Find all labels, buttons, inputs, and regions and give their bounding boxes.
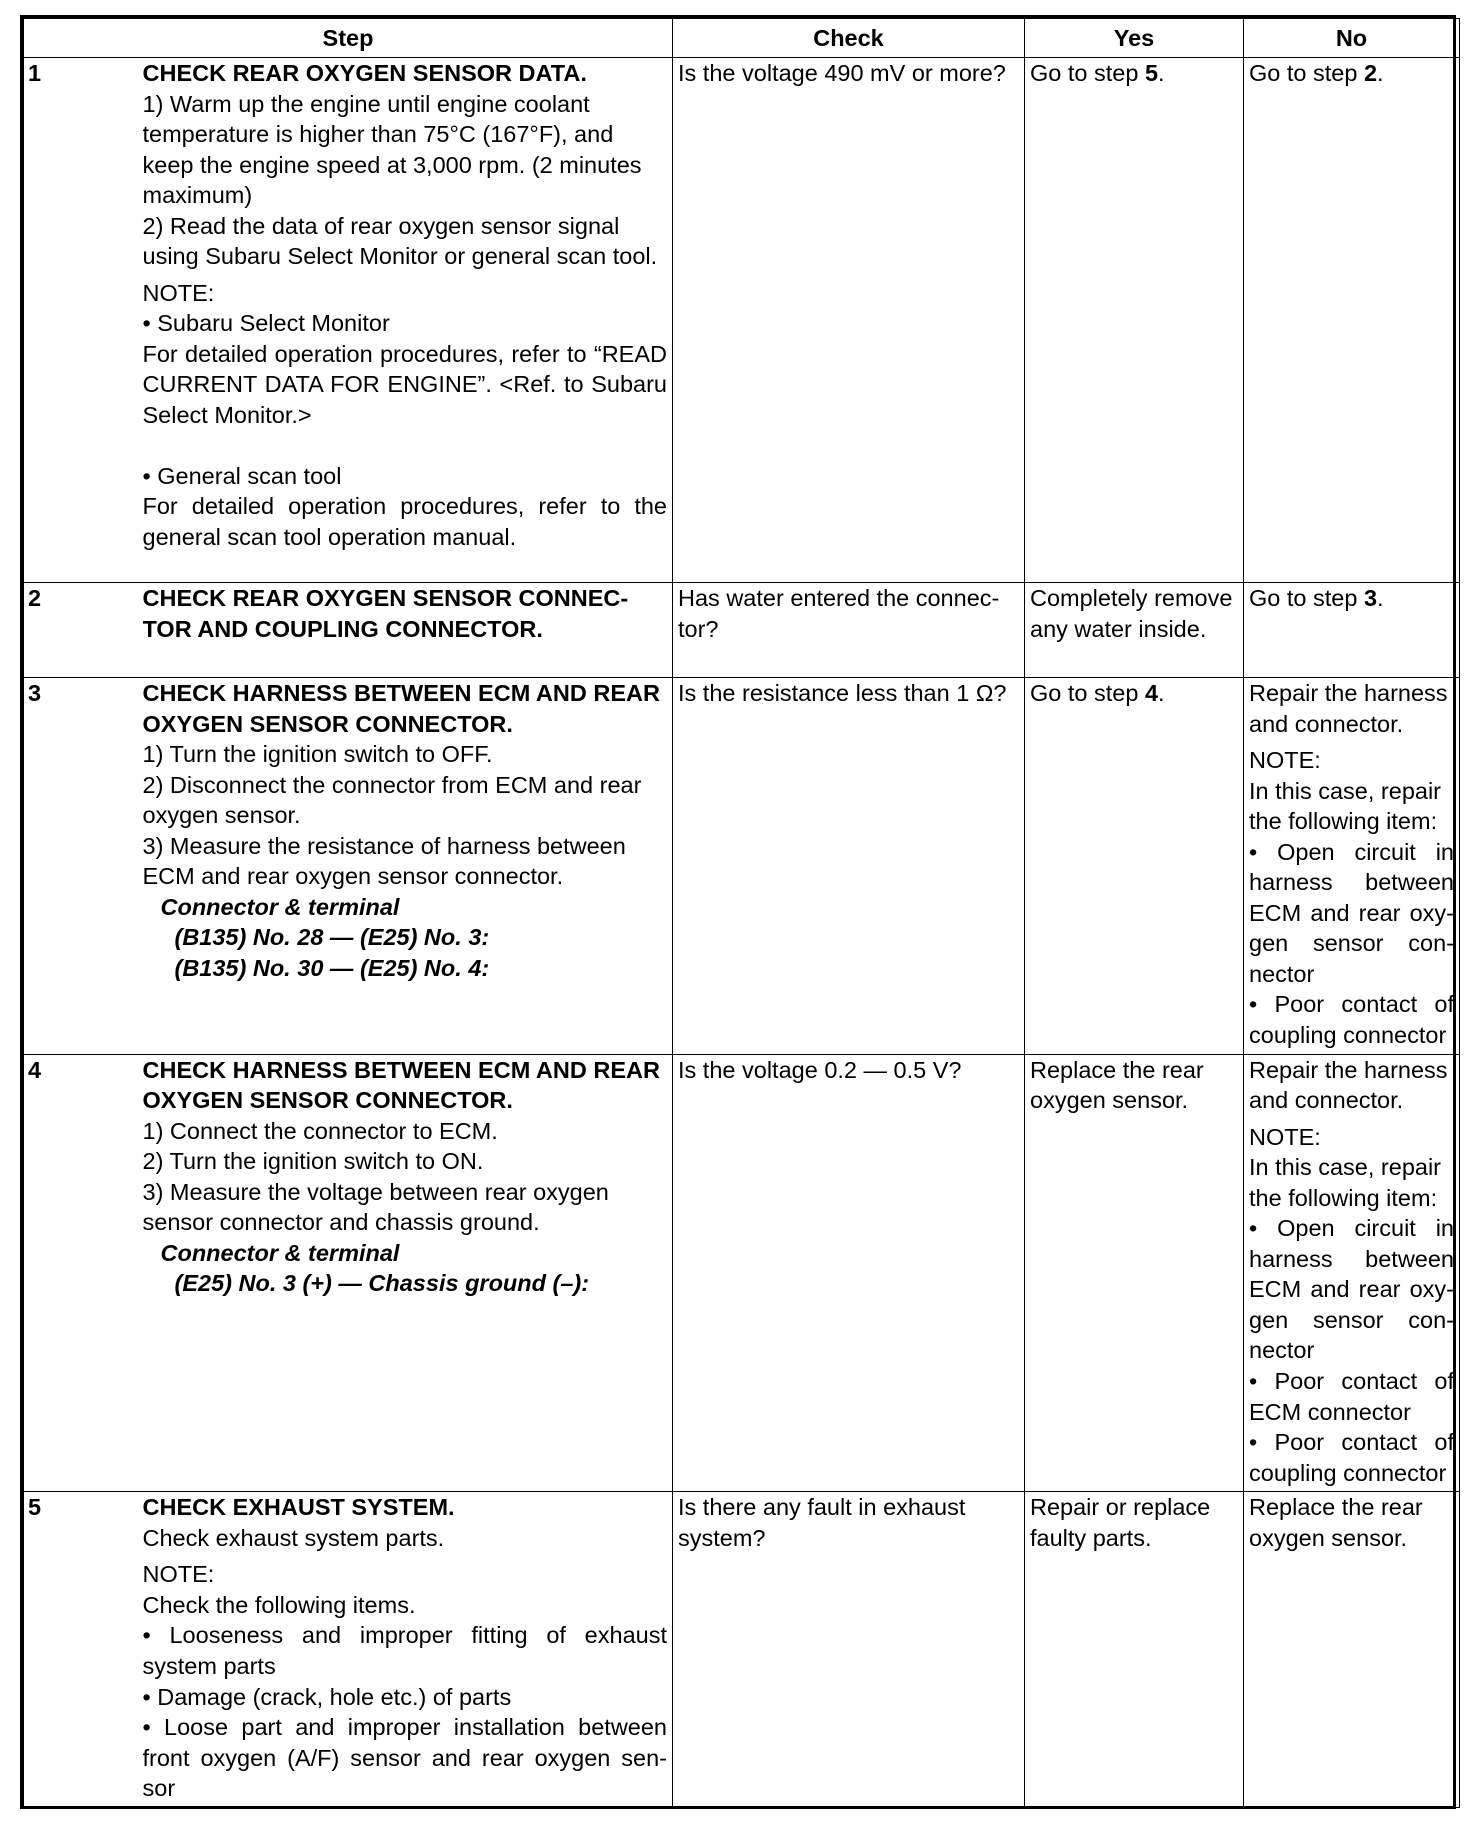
yes-cell: Completely remove any water inside. [1025, 583, 1244, 678]
connector-terminal: (B135) No. 30 — (E25) No. 4: [174, 954, 490, 981]
no-cell [1244, 678, 1460, 1055]
note-label: NOTE: [142, 279, 215, 306]
no-cell: Replace the rear oxygen sensor. [1244, 1492, 1460, 1807]
header-step: Step [24, 19, 673, 58]
diagnostic-procedure-table-frame [20, 15, 1456, 1809]
check-cell: Is the resistance less than 1 Ω? [673, 678, 1025, 1055]
step-title: CHECK HARNESS BETWEEN ECM AND REAR OXYGEN SENSOR CONNECTOR. [142, 1056, 660, 1114]
yes-cell: Repair or replace faulty parts. [1025, 1492, 1244, 1807]
no-cell [1244, 1054, 1460, 1492]
no-text-end: . [1377, 60, 1384, 86]
note-bullet: • Looseness and improper fitting of exhaust system parts [142, 1622, 667, 1679]
step-content [143, 583, 673, 678]
no-step-ref: 3 [1363, 585, 1378, 611]
check-cell: Is there any fault in exhaust system? [673, 1492, 1025, 1807]
no-cell [1244, 583, 1460, 678]
table-row [24, 1492, 1460, 1807]
connector-label: Connector & terminal [160, 1239, 400, 1266]
step-content [143, 58, 673, 583]
check-cell: Is the voltage 490 mV or more? [673, 58, 1025, 583]
header-no: No [1244, 19, 1460, 58]
yes-cell [1025, 678, 1244, 1055]
yes-step-ref: 5 [1144, 60, 1159, 86]
step-content [143, 1054, 673, 1492]
step-number: 3 [24, 678, 143, 1055]
table-row [24, 1054, 1460, 1492]
no-bullet: • Poor contact of coupling connector [1249, 1429, 1454, 1486]
step-instruction: 2) Disconnect the connector from ECM and rear oxygen sensor. [142, 771, 642, 829]
no-bullet: • Poor contact of coupling connector [1249, 991, 1454, 1049]
step-title: CHECK REAR OXYGEN SENSOR CONNEC-TOR AND COUPLING CONNECTOR. [142, 585, 629, 642]
step-instruction: 3) Measure the resistance of harness between ECM and rear oxygen sensor connector. [142, 832, 626, 890]
yes-text: Go to step [1030, 680, 1145, 706]
header-yes: Yes [1025, 19, 1244, 58]
step-instruction: 2) Read the data of rear oxygen sensor signal using Subaru Select Monitor or general scan tool. [142, 212, 658, 270]
note-text: For detailed operation procedures, refer to the general scan tool operation manual. [142, 493, 667, 550]
step-number: 5 [24, 1492, 143, 1807]
step-instruction: Check exhaust system parts. [142, 1524, 445, 1551]
step-instruction: 2) Turn the ignition switch to ON. [142, 1148, 484, 1175]
step-title: CHECK EXHAUST SYSTEM. [142, 1494, 455, 1521]
connector-terminal: (E25) No. 3 (+) — Chassis ground (–): [174, 1270, 590, 1297]
note-label: NOTE: [142, 1561, 215, 1588]
step-number: 4 [24, 1054, 143, 1492]
connector-terminal: (B135) No. 28 — (E25) No. 3: [174, 924, 490, 951]
step-content [143, 1492, 673, 1807]
no-text: Repair the harness and connector. [1249, 1056, 1448, 1114]
yes-text: Go to step [1030, 60, 1145, 86]
note-bullet: • Subaru Select Monitor [142, 310, 390, 337]
no-bullet: • Poor contact of ECM connector [1249, 1368, 1454, 1425]
step-instruction: 3) Measure the voltage between rear oxygen sensor connector and chassis ground. [142, 1178, 609, 1236]
table-row [24, 583, 1460, 678]
no-note-text: In this case, repair the following item: [1249, 1154, 1442, 1211]
step-instruction: 1) Turn the ignition switch to OFF. [142, 741, 493, 768]
no-note-text: In this case, repair the following item: [1249, 777, 1442, 835]
header-row [24, 19, 1460, 58]
no-text: Repair the harness and connector. [1249, 680, 1448, 737]
diagnostic-procedure-table [23, 18, 1460, 1808]
step-number: 2 [24, 583, 143, 678]
step-title: CHECK REAR OXYGEN SENSOR DATA. [142, 60, 587, 86]
table-row [24, 678, 1460, 1055]
no-bullet: • Open circuit in harness between ECM and rear oxy-gen sensor con-nector [1249, 838, 1454, 987]
connector-label: Connector & terminal [160, 893, 400, 920]
step-content [143, 678, 673, 1055]
header-check: Check [673, 19, 1025, 58]
yes-step-ref: 4 [1144, 680, 1159, 706]
note-bullet: • General scan tool [142, 462, 342, 489]
yes-cell [1025, 58, 1244, 583]
no-text: Go to step [1249, 60, 1364, 86]
no-cell [1244, 58, 1460, 583]
yes-cell: Replace the rear oxygen sensor. [1025, 1054, 1244, 1492]
step-instruction: 1) Connect the connector to ECM. [142, 1117, 498, 1144]
yes-text-end: . [1158, 680, 1165, 706]
check-cell: Is the voltage 0.2 — 0.5 V? [673, 1054, 1025, 1492]
note-bullet: • Loose part and improper installation between front oxygen (A/F) sensor and rear oxygen sen-sor [142, 1714, 667, 1802]
note-bullet: • Damage (crack, hole etc.) of parts [142, 1683, 512, 1710]
note-text: For detailed operation procedures, refer to “READ CURRENT DATA FOR ENGINE”. <Ref. to Subaru Select Monitor.> [142, 340, 667, 429]
yes-text-end: . [1158, 60, 1165, 86]
table-row [24, 58, 1460, 583]
step-title: CHECK HARNESS BETWEEN ECM AND REAR OXYGEN SENSOR CONNECTOR. [142, 680, 660, 737]
no-text: Go to step [1249, 585, 1364, 611]
no-bullet: • Open circuit in harness between ECM and rear oxy-gen sensor con-nector [1249, 1215, 1454, 1364]
step-number: 1 [24, 58, 143, 583]
no-step-ref: 2 [1363, 60, 1378, 86]
check-cell: Has water entered the connec-tor? [673, 583, 1025, 678]
no-note-label: NOTE: [1249, 747, 1321, 774]
no-text-end: . [1377, 585, 1384, 611]
no-note-label: NOTE: [1249, 1123, 1321, 1150]
step-instruction: 1) Warm up the engine until engine coolant temperature is higher than 75°C (167°F), and keep the engine speed at 3,000 rpm. (2 minutes maximum) [142, 90, 642, 209]
note-text: Check the following items. [142, 1591, 416, 1618]
